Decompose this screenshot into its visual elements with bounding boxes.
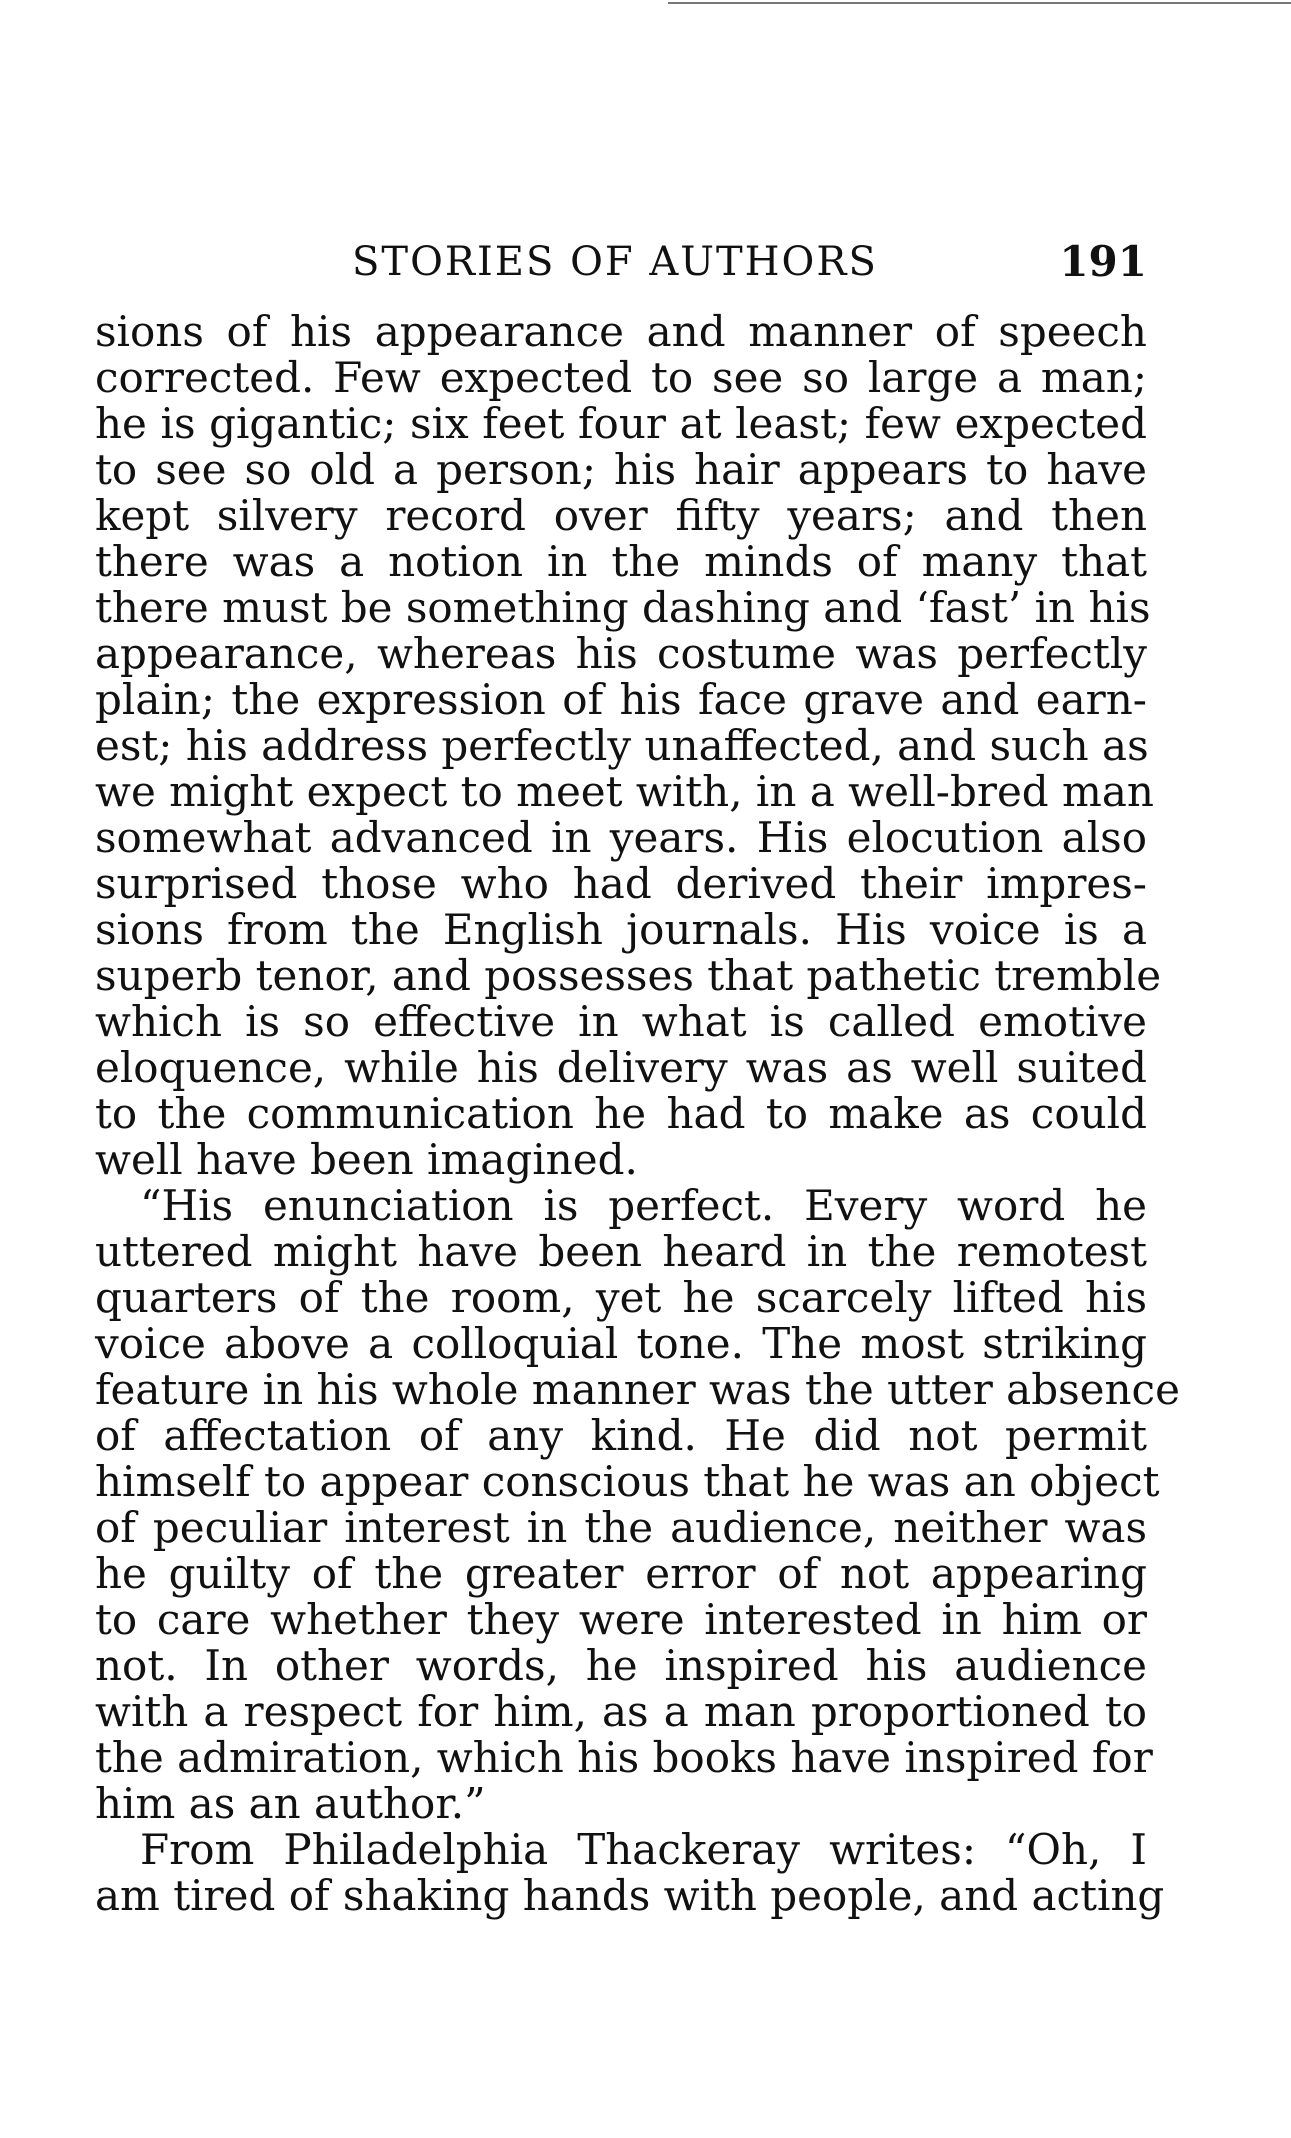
text-line: kept silvery record over fifty years; and then [95,491,1147,540]
text-line: not. In other words, he inspired his audience [95,1641,1147,1690]
text-line: him as an author.” [95,1779,486,1828]
text-line: am tired of shaking hands with people, and acting [95,1871,1165,1920]
text-line: himself to appear conscious that he was an object [95,1457,1160,1506]
body-text [95,307,1180,1920]
text-line: surprised those who had derived their impres- [95,859,1147,908]
text-line: eloquence, while his delivery was as well suited [95,1043,1147,1092]
text-line: to the communication he had to make as could [95,1089,1147,1138]
text-line: sions of his appearance and manner of speech [95,307,1147,356]
running-title: STORIES OF AUTHORS [352,239,878,285]
text-line: uttered might have been heard in the remotest [95,1227,1147,1276]
text-line: superb tenor, and possesses that pathetic tremble [95,951,1162,1000]
text-line: to care whether they were interested in him or [95,1595,1147,1644]
text-line: well have been imagined. [95,1135,638,1184]
paragraph-start-line: “His enunciation is perfect. Every word he [140,1181,1147,1230]
text-line: quarters of the room, yet he scarcely lifted his [95,1273,1147,1322]
running-head [95,236,1147,288]
text-line: of peculiar interest in the audience, neither was [95,1503,1147,1552]
text-line: somewhat advanced in years. His elocution also [95,813,1147,862]
text-line: of affectation of any kind. He did not permit [95,1411,1147,1460]
page-number: 191 [1059,237,1147,286]
text-line: the admiration, which his books have inspired for [95,1733,1153,1782]
text-line: voice above a colloquial tone. The most striking [95,1319,1147,1368]
text-line: we might expect to meet with, in a well-bred man [95,767,1154,816]
text-line: he is gigantic; six feet four at least; few expected [95,399,1147,448]
text-line: to see so old a person; his hair appears to have [95,445,1147,494]
paragraph-start-line: From Philadelphia Thackeray writes: “Oh, I [140,1825,1147,1874]
text-line: est; his address perfectly unaffected, and such as [95,721,1149,770]
text-line: corrected. Few expected to see so large a man; [95,353,1147,402]
text-line: which is so effective in what is called emotive [95,997,1147,1046]
text-line: plain; the expression of his face grave and earn- [95,675,1147,724]
top-edge-rule [668,2,1291,4]
text-line: there was a notion in the minds of many that [95,537,1147,586]
text-line: feature in his whole manner was the utter absence [95,1365,1180,1414]
text-line: there must be something dashing and ‘fast’ in his [95,583,1151,632]
text-line: he guilty of the greater error of not appearing [95,1549,1147,1598]
text-line: sions from the English journals. His voice is a [95,905,1147,954]
text-line: with a respect for him, as a man proportioned to [95,1687,1147,1736]
text-line: appearance, whereas his costume was perfectly [95,629,1147,678]
